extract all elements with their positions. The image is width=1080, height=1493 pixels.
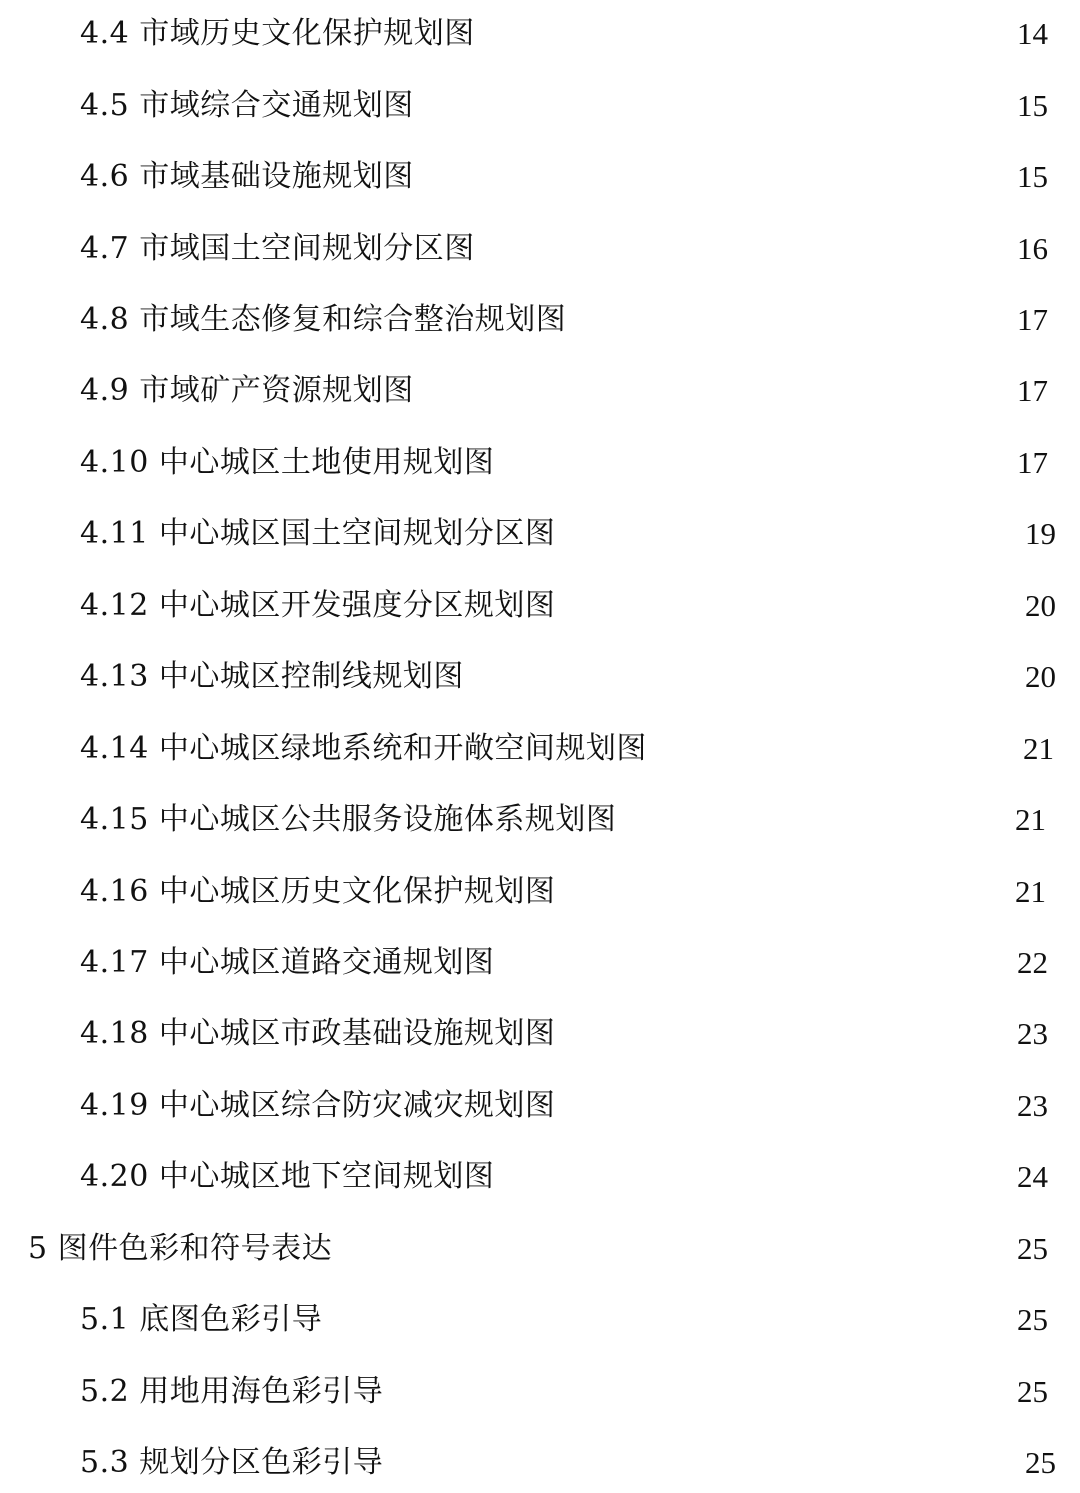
toc-entry-title: 4.6 市域基础设施规划图 — [80, 159, 414, 194]
toc-entry-page: 25 — [1017, 1374, 1048, 1409]
toc-entry-4-14[interactable] — [80, 727, 1054, 767]
dot-leader — [416, 159, 1013, 195]
toc-entry-4-18[interactable] — [80, 1012, 1048, 1052]
toc-entry-page: 25 — [1017, 1231, 1048, 1266]
dot-leader — [557, 1088, 1013, 1124]
toc-entry-4-5[interactable] — [80, 84, 1048, 124]
toc-entry-title: 5.1 底图色彩引导 — [80, 1302, 323, 1337]
toc-entry-title: 5.2 用地用海色彩引导 — [80, 1374, 384, 1409]
dot-leader — [557, 1016, 1013, 1052]
toc-entry-title: 4.16 中心城区历史文化保护规划图 — [80, 874, 556, 909]
toc-entry-page: 25 — [1017, 1302, 1048, 1337]
toc-entry-page: 17 — [1017, 302, 1048, 337]
toc-entry-title: 4.18 中心城区市政基础设施规划图 — [80, 1016, 556, 1051]
toc-entry-4-20[interactable] — [80, 1155, 1048, 1195]
toc-entry-page: 25 — [1025, 1445, 1056, 1480]
toc-entry-4-16[interactable] — [80, 870, 1046, 910]
toc-entry-page: 19 — [1025, 516, 1056, 551]
dot-leader — [385, 1445, 1021, 1481]
toc-entry-4-8[interactable] — [80, 298, 1048, 338]
toc-entry-page: 23 — [1017, 1088, 1048, 1123]
toc-entry-page: 20 — [1025, 588, 1056, 623]
toc-entry-page: 20 — [1025, 659, 1056, 694]
toc-entry-4-12[interactable] — [80, 584, 1056, 624]
toc-entry-title: 4.9 市域矿产资源规划图 — [80, 373, 414, 408]
toc-entry-title: 4.5 市域综合交通规划图 — [80, 88, 414, 123]
dot-leader — [557, 588, 1021, 624]
toc-entry-title: 4.8 市域生态修复和综合整治规划图 — [80, 302, 567, 337]
toc-entry-page: 15 — [1017, 159, 1048, 194]
toc-entry-page: 21 — [1023, 731, 1054, 766]
dot-leader — [477, 231, 1013, 267]
toc-entry-page: 15 — [1017, 88, 1048, 123]
toc-entry-4-13[interactable] — [80, 655, 1056, 695]
toc-entry-4-6[interactable] — [80, 155, 1048, 195]
toc-entry-5-2[interactable] — [80, 1370, 1048, 1410]
toc-entry-title: 4.10 中心城区土地使用规划图 — [80, 445, 495, 480]
toc-entry-4-4[interactable] — [80, 12, 1048, 52]
toc-entry-page: 17 — [1017, 373, 1048, 408]
toc-entry-page: 16 — [1017, 231, 1048, 266]
toc-entry-4-19[interactable] — [80, 1084, 1048, 1124]
toc-entry-title: 4.7 市域国土空间规划分区图 — [80, 231, 475, 266]
dot-leader — [649, 731, 1019, 767]
dot-leader — [496, 445, 1013, 481]
toc-entry-5[interactable] — [28, 1227, 1048, 1267]
toc-entry-title: 4.13 中心城区控制线规划图 — [80, 659, 464, 694]
dot-leader — [334, 1231, 1013, 1267]
dot-leader — [416, 88, 1013, 124]
toc-entry-title: 5.3 规划分区色彩引导 — [80, 1445, 384, 1480]
toc-entry-4-11[interactable] — [80, 512, 1056, 552]
dot-leader — [324, 1302, 1013, 1338]
toc-entry-page: 21 — [1015, 802, 1046, 837]
dot-leader — [466, 659, 1021, 695]
toc-entry-4-10[interactable] — [80, 441, 1048, 481]
toc-entry-title: 4.4 市域历史文化保护规划图 — [80, 16, 475, 51]
toc-entry-5-1[interactable] — [80, 1298, 1048, 1338]
toc-entry-title: 4.12 中心城区开发强度分区规划图 — [80, 588, 556, 623]
dot-leader — [568, 302, 1013, 338]
toc-entry-page: 23 — [1017, 1016, 1048, 1051]
toc-entry-title: 4.11 中心城区国土空间规划分区图 — [80, 516, 556, 551]
toc-entry-5-3[interactable] — [80, 1441, 1056, 1481]
toc-entry-page: 24 — [1017, 1159, 1048, 1194]
dot-leader — [477, 16, 1013, 52]
toc-entry-title: 4.20 中心城区地下空间规划图 — [80, 1159, 495, 1194]
toc-entry-page: 21 — [1015, 874, 1046, 909]
toc-entry-title: 4.17 中心城区道路交通规划图 — [80, 945, 495, 980]
toc-entry-page: 22 — [1017, 945, 1048, 980]
toc-entry-page: 17 — [1017, 445, 1048, 480]
dot-leader — [416, 373, 1013, 409]
dot-leader — [496, 1159, 1013, 1195]
toc-entry-4-17[interactable] — [80, 941, 1048, 981]
dot-leader — [557, 516, 1021, 552]
toc-entry-title: 4.14 中心城区绿地系统和开敞空间规划图 — [80, 731, 647, 766]
toc-entry-4-7[interactable] — [80, 227, 1048, 267]
dot-leader — [557, 874, 1011, 910]
toc-entry-4-15[interactable] — [80, 798, 1046, 838]
dot-leader — [618, 802, 1011, 838]
toc-entry-title: 4.15 中心城区公共服务设施体系规划图 — [80, 802, 617, 837]
toc-entry-title: 5 图件色彩和符号表达 — [28, 1231, 333, 1266]
dot-leader — [385, 1374, 1013, 1410]
dot-leader — [496, 945, 1013, 981]
toc-entry-4-9[interactable] — [80, 369, 1048, 409]
toc-entry-title: 4.19 中心城区综合防灾减灾规划图 — [80, 1088, 556, 1123]
toc-entry-page: 14 — [1017, 16, 1048, 51]
